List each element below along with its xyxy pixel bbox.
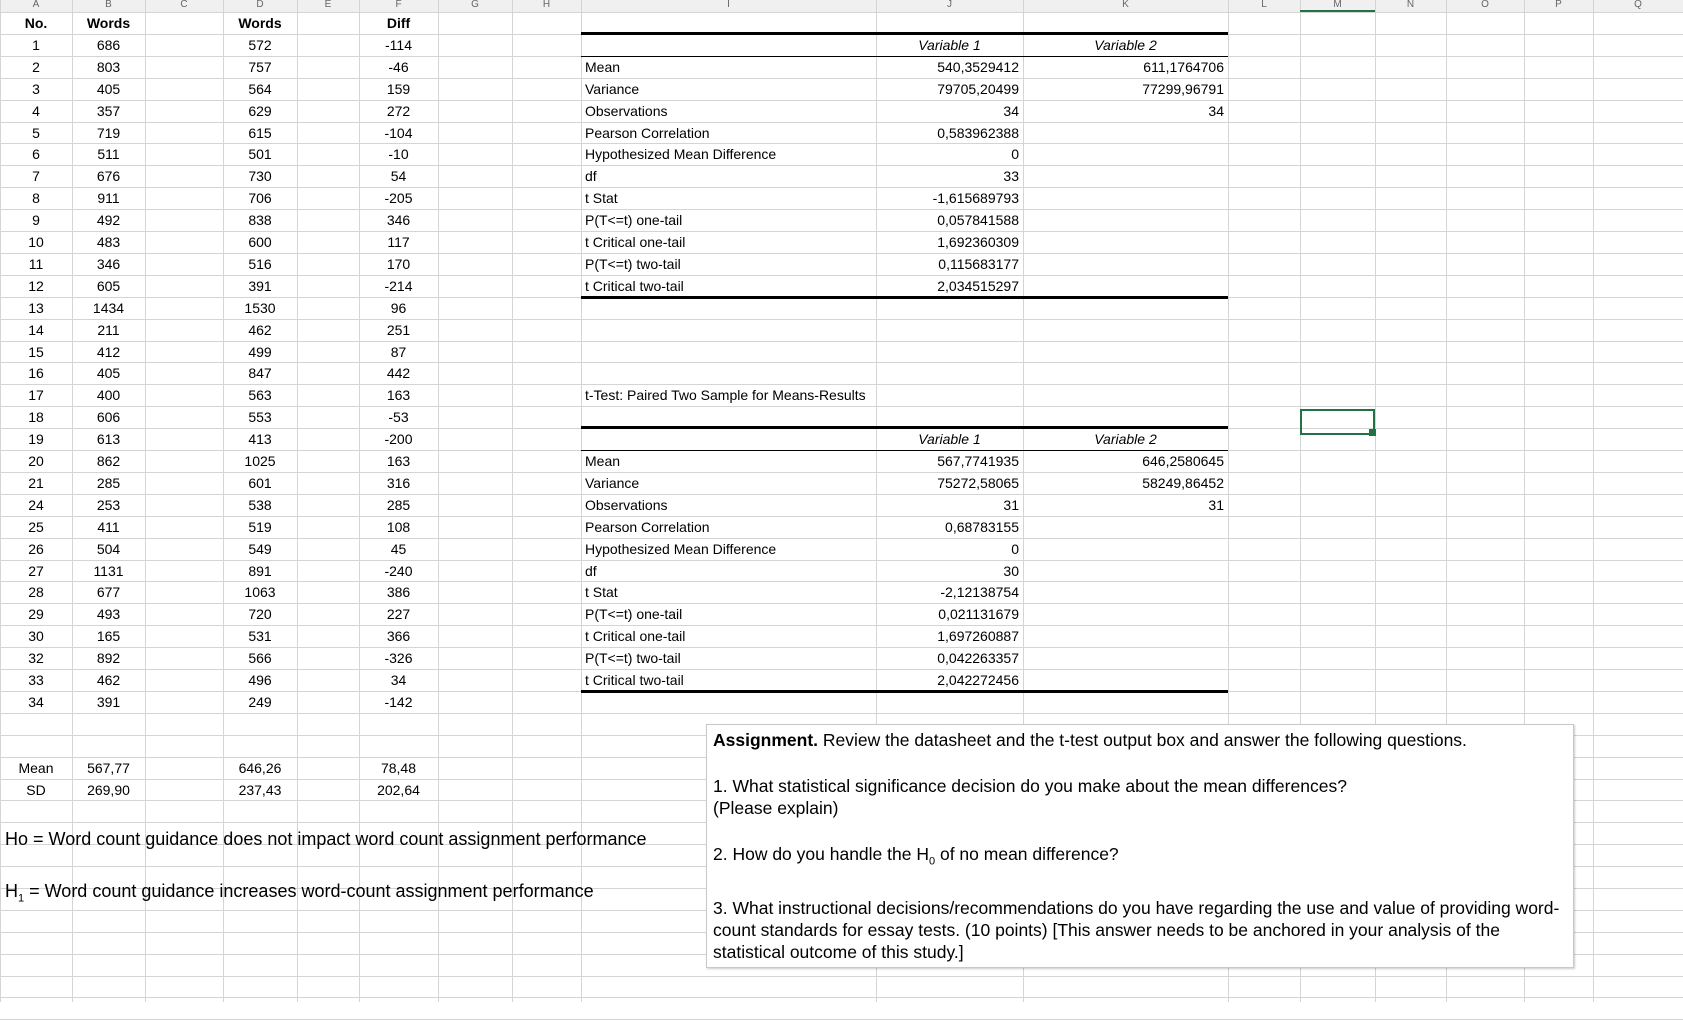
- question-1b: (Please explain): [713, 798, 839, 818]
- words-1-value: 357: [96, 103, 121, 119]
- row-number: 30: [28, 628, 44, 644]
- words-2-value: 1025: [244, 453, 276, 469]
- words-2-value: 462: [248, 322, 272, 338]
- row-number: 3: [32, 81, 40, 97]
- ttest2-stat-label: df: [585, 563, 597, 579]
- row-number: 19: [28, 431, 44, 447]
- column-header-Q[interactable]: Q: [1593, 0, 1683, 12]
- ttest1-var2-value: 77299,96791: [1142, 81, 1224, 97]
- ttest2-var2-value: [1023, 561, 1224, 581]
- row-number: 8: [32, 190, 40, 206]
- words-2-value: 757: [248, 59, 272, 75]
- words-1-value: 253: [96, 497, 121, 513]
- words-1-value: 676: [96, 168, 121, 184]
- ttest2-stat-label: Variance: [585, 475, 640, 491]
- words-1-value: 483: [96, 234, 121, 250]
- diff-value: -214: [384, 278, 413, 294]
- diff-value: -142: [384, 694, 413, 710]
- words-1-value: 405: [96, 365, 121, 381]
- ttest1-var1-value: 33: [1003, 168, 1019, 184]
- row-number: 9: [32, 212, 40, 228]
- ttest2-bottom-border: [581, 690, 1228, 693]
- ttest2-var1-value: 75272,58065: [937, 475, 1019, 491]
- ttest2-var1-value: 2,042272456: [937, 672, 1019, 688]
- words-1-value: 411: [97, 519, 120, 535]
- ttest2-stat-label: t Stat: [585, 584, 618, 600]
- ttest2-var1-value: -2,12138754: [940, 584, 1019, 600]
- row-number: 20: [28, 453, 44, 469]
- ttest2-var2-value: 58249,86452: [1142, 475, 1224, 491]
- gridline-vertical: [145, 0, 146, 1002]
- row-number: 1: [32, 37, 40, 53]
- question-2-post: of no mean difference?: [935, 844, 1119, 864]
- words-2-value: 629: [248, 103, 272, 119]
- row-number: 32: [28, 650, 44, 666]
- diff-value: -10: [388, 146, 409, 162]
- column-header-B[interactable]: B: [72, 0, 145, 12]
- words-2-value: 706: [248, 190, 272, 206]
- words-2-value: 1530: [244, 300, 276, 316]
- words-2-value: 391: [248, 278, 272, 294]
- question-3: 3. What instructional decisions/recommendations do you have regarding the use and value of providing word-count standards for essay tests. (10 points) [This answer needs to be anchored in your analysis of the statistical outcome of this study.]: [713, 897, 1560, 962]
- column-header-D[interactable]: D: [223, 0, 297, 12]
- summary-words-1: 567,77: [87, 760, 130, 776]
- ttest2-var1-header: Variable 1: [918, 431, 981, 447]
- summary-words-2: 237,43: [238, 782, 282, 798]
- diff-value: 87: [390, 344, 407, 360]
- diff-value: 285: [386, 497, 411, 513]
- ttest2-var1-value: 30: [1003, 563, 1019, 579]
- ttest2-var2-value: [1023, 626, 1224, 646]
- ttest1-var1-value: 1,692360309: [937, 234, 1019, 250]
- gridline-horizontal: [0, 976, 1683, 977]
- words-2-value: 538: [248, 497, 272, 513]
- words-2-value: 600: [248, 234, 272, 250]
- words-2-value: 891: [248, 563, 272, 579]
- column-header-H[interactable]: H: [512, 0, 581, 12]
- ttest1-stat-label: Variance: [585, 81, 640, 97]
- diff-value: 366: [386, 628, 411, 644]
- header-words-1: Words: [86, 15, 131, 31]
- ttest1-var1-header: Variable 1: [918, 37, 981, 53]
- diff-value: 316: [386, 475, 411, 491]
- words-1-value: 391: [96, 694, 121, 710]
- column-header-L[interactable]: L: [1228, 0, 1300, 12]
- words-2-value: 516: [248, 256, 272, 272]
- ttest2-var2-value: 646,2580645: [1142, 453, 1224, 469]
- words-1-value: 1434: [92, 300, 125, 316]
- ttest2-var2-header: Variable 2: [1094, 431, 1157, 447]
- ttest1-var2-value: [1023, 232, 1224, 252]
- diff-value: 170: [386, 256, 411, 272]
- words-2-value: 1063: [244, 584, 276, 600]
- h1-hypothesis: [5, 881, 594, 905]
- words-1-value: 719: [96, 125, 121, 141]
- row-number: 18: [28, 409, 44, 425]
- words-1-value: 492: [96, 212, 121, 228]
- ttest2-var2-value: [1023, 517, 1224, 537]
- words-1-value: 405: [96, 81, 121, 97]
- words-1-value: 677: [96, 584, 121, 600]
- ttest1-var2-value: [1023, 210, 1224, 230]
- diff-value: 45: [390, 541, 407, 557]
- ttest2-stat-label: Mean: [585, 453, 621, 469]
- column-header-P[interactable]: P: [1524, 0, 1593, 12]
- diff-value: 163: [386, 453, 411, 469]
- words-2-value: 566: [248, 650, 272, 666]
- fill-handle[interactable]: [1369, 429, 1376, 436]
- ttest1-var2-value: [1023, 123, 1224, 143]
- row-number: 28: [28, 584, 44, 600]
- diff-value: 117: [387, 234, 410, 250]
- h1-subscript: 1: [18, 892, 25, 905]
- words-2-value: 553: [248, 409, 272, 425]
- ttest1-var1-value: 79705,20499: [937, 81, 1019, 97]
- words-2-value: 563: [248, 387, 272, 403]
- ttest1-var1-value: 0,583962388: [937, 125, 1019, 141]
- ttest1-var2-value: [1023, 276, 1224, 296]
- ttest2-stat-label: Hypothesized Mean Difference: [585, 541, 777, 557]
- words-2-value: 499: [248, 344, 272, 360]
- words-2-value: 838: [248, 212, 272, 228]
- ttest2-var1-value: 1,697260887: [937, 628, 1019, 644]
- row-number: 10: [28, 234, 44, 250]
- ttest2-stat-label: t Critical two-tail: [585, 672, 684, 688]
- ttest2-var1-value: 0,042263357: [937, 650, 1019, 666]
- diff-value: -104: [384, 125, 413, 141]
- row-number: 11: [28, 256, 44, 272]
- diff-value: -53: [388, 409, 409, 425]
- ttest2-var1-value: 31: [1003, 497, 1019, 513]
- ttest1-stat-label: Mean: [585, 59, 621, 75]
- diff-value: -200: [384, 431, 413, 447]
- column-header-G[interactable]: G: [438, 0, 512, 12]
- words-2-value: 601: [248, 475, 272, 491]
- words-1-value: 911: [97, 190, 120, 206]
- words-2-value: 496: [248, 672, 272, 688]
- row-number: 16: [28, 365, 44, 381]
- row-number: 2: [32, 59, 40, 75]
- row-number: 12: [28, 278, 44, 294]
- column-header-N[interactable]: N: [1375, 0, 1446, 12]
- words-1-value: 613: [96, 431, 121, 447]
- ttest2-stat-label: Observations: [585, 497, 668, 513]
- words-1-value: 285: [96, 475, 121, 491]
- words-1-value: 605: [96, 278, 121, 294]
- words-2-value: 720: [248, 606, 272, 622]
- selected-cell[interactable]: [1300, 409, 1375, 435]
- diff-value: 227: [386, 606, 411, 622]
- row-number: 15: [28, 344, 44, 360]
- words-1-value: 511: [97, 146, 120, 162]
- summary-words-1: 269,90: [87, 782, 130, 798]
- row-number: 5: [32, 125, 40, 141]
- row-number: 34: [28, 694, 44, 710]
- words-2-value: 564: [248, 81, 272, 97]
- ttest1-var1-value: 34: [1003, 103, 1019, 119]
- row-number: 24: [28, 497, 44, 513]
- ttest1-var1-value: 0: [1011, 146, 1019, 162]
- ttest1-stat-label: t Critical two-tail: [585, 278, 684, 294]
- words-2-value: 615: [248, 125, 272, 141]
- ttest1-var2-value: [1023, 166, 1224, 186]
- diff-value: 272: [386, 103, 411, 119]
- question-2-sub: 0: [928, 855, 936, 868]
- ttest1-stat-label: P(T<=t) two-tail: [585, 256, 681, 272]
- gridline-vertical: [1593, 0, 1594, 1002]
- ttest2-stat-label: P(T<=t) two-tail: [585, 650, 681, 666]
- row-number: 6: [32, 146, 40, 162]
- ttest1-stat-label: Observations: [585, 103, 668, 119]
- words-2-value: 531: [248, 628, 272, 644]
- ttest2-var2-value: [1023, 648, 1224, 668]
- words-1-value: 346: [96, 256, 121, 272]
- column-header-K[interactable]: K: [1023, 0, 1228, 12]
- question-1: 1. What statistical significance decision do you make about the mean differences?: [713, 776, 1347, 796]
- assignment-intro: [713, 729, 1567, 751]
- column-header-A[interactable]: A: [0, 0, 72, 12]
- words-1-value: 862: [96, 453, 121, 469]
- summary-label: Mean: [18, 760, 54, 776]
- row-number: 17: [28, 387, 44, 403]
- words-1-value: 606: [96, 409, 121, 425]
- words-2-value: 413: [248, 431, 272, 447]
- summary-diff: 78,48: [380, 760, 417, 776]
- summary-label: SD: [26, 782, 46, 798]
- h1-symbol: H: [5, 881, 18, 901]
- row-number: 21: [28, 475, 44, 491]
- ttest2-var1-value: 0: [1011, 541, 1019, 557]
- words-1-value: 1131: [93, 563, 124, 579]
- diff-value: -326: [384, 650, 413, 666]
- ttest1-stat-label: t Stat: [585, 190, 618, 206]
- ttest2-var2-value: [1023, 539, 1224, 559]
- ttest1-var2-value: [1023, 254, 1224, 274]
- ttest1-stat-label: t Critical one-tail: [585, 234, 686, 250]
- assignment-box: [706, 724, 1574, 968]
- words-2-value: 730: [248, 168, 272, 184]
- gridline-horizontal: [0, 997, 1683, 998]
- ttest1-var1-value: -1,615689793: [932, 190, 1019, 206]
- diff-value: 386: [386, 584, 411, 600]
- row-number: 29: [28, 606, 44, 622]
- gridline-vertical: [438, 0, 439, 1002]
- row-number: 7: [32, 168, 40, 184]
- diff-value: 346: [386, 212, 411, 228]
- row-number: 26: [28, 541, 44, 557]
- column-header-M[interactable]: M: [1300, 0, 1375, 12]
- diff-value: -114: [385, 37, 412, 53]
- words-1-value: 412: [96, 344, 121, 360]
- ttest1-var2-value: [1023, 144, 1224, 164]
- words-1-value: 892: [96, 650, 121, 666]
- assignment-title: Assignment.: [713, 730, 819, 750]
- summary-diff: 202,64: [377, 782, 420, 798]
- question-2: [713, 843, 1567, 873]
- gridline-vertical: [581, 0, 582, 1002]
- ttest2-var2-value: [1023, 582, 1224, 602]
- ttest2-title: t-Test: Paired Two Sample for Means-Results: [585, 387, 866, 403]
- row-number: 4: [32, 103, 40, 119]
- diff-value: -240: [384, 563, 413, 579]
- ttest2-var1-value: 0,68783155: [945, 519, 1019, 535]
- question-2-pre: 2. How do you handle the H: [713, 844, 929, 864]
- words-2-value: 501: [248, 146, 272, 162]
- ttest2-var2-value: [1023, 604, 1224, 624]
- ttest1-var1-value: 540,3529412: [937, 59, 1019, 75]
- ttest1-var2-value: 34: [1208, 103, 1224, 119]
- column-header-E[interactable]: E: [297, 0, 359, 12]
- words-2-value: 249: [248, 694, 272, 710]
- diff-value: 163: [386, 387, 411, 403]
- words-1-value: 493: [96, 606, 121, 622]
- row-number: 25: [28, 519, 44, 535]
- ttest2-var2-value: 31: [1208, 497, 1224, 513]
- diff-value: 251: [386, 322, 411, 338]
- assignment-intro-text: Review the datasheet and the t-test output box and answer the following questions.: [818, 730, 1467, 750]
- header-diff: Diff: [386, 15, 411, 31]
- column-header-O[interactable]: O: [1446, 0, 1524, 12]
- h0-hypothesis: Ho = Word count guidance does not impact word count assignment performance: [5, 829, 647, 849]
- summary-words-2: 646,26: [238, 760, 282, 776]
- ttest2-stat-label: t Critical one-tail: [585, 628, 686, 644]
- row-number: 27: [28, 563, 44, 579]
- ttest1-stat-label: df: [585, 168, 597, 184]
- ttest1-stat-label: Pearson Correlation: [585, 125, 710, 141]
- ttest2-var2-value: [1023, 670, 1224, 690]
- column-header-I[interactable]: I: [581, 0, 876, 12]
- diff-value: 96: [390, 300, 407, 316]
- row-number: 14: [28, 322, 44, 338]
- words-1-value: 165: [96, 628, 121, 644]
- words-2-value: 572: [248, 37, 272, 53]
- ttest2-stat-label: Pearson Correlation: [585, 519, 710, 535]
- diff-value: 159: [386, 81, 411, 97]
- header-words-2: Words: [238, 15, 282, 31]
- words-1-value: 686: [96, 37, 121, 53]
- ttest1-stat-label: Hypothesized Mean Difference: [585, 146, 777, 162]
- words-1-value: 400: [96, 387, 121, 403]
- row-number: 33: [28, 672, 44, 688]
- column-header-F[interactable]: F: [359, 0, 438, 12]
- header-no: No.: [24, 15, 48, 31]
- ttest1-var2-value: 611,1764706: [1143, 59, 1224, 75]
- ttest1-var1-value: 2,034515297: [937, 278, 1019, 294]
- gridline-horizontal: [0, 713, 1683, 714]
- column-header-J[interactable]: J: [876, 0, 1023, 12]
- ttest1-var1-value: 0,115683177: [938, 256, 1019, 272]
- row-number: 13: [28, 300, 44, 316]
- ttest1-stat-label: P(T<=t) one-tail: [585, 212, 683, 228]
- words-1-value: 211: [97, 322, 120, 338]
- words-2-value: 549: [248, 541, 272, 557]
- words-1-value: 504: [96, 541, 121, 557]
- ttest1-var1-value: 0,057841588: [937, 212, 1019, 228]
- words-1-value: 803: [96, 59, 121, 75]
- diff-value: -46: [388, 59, 409, 75]
- ttest1-var2-value: [1023, 188, 1224, 208]
- diff-value: 34: [390, 672, 407, 688]
- ttest2-var1-value: 567,7741935: [937, 453, 1019, 469]
- ttest2-stat-label: P(T<=t) one-tail: [585, 606, 683, 622]
- gridline-vertical: [297, 0, 298, 1002]
- gridline-vertical: [512, 0, 513, 1002]
- ttest2-var1-value: 0,021131679: [938, 606, 1019, 622]
- words-2-value: 847: [248, 365, 272, 381]
- diff-value: 108: [386, 519, 411, 535]
- words-1-value: 462: [96, 672, 121, 688]
- selected-column-indicator: [1300, 0, 1375, 12]
- ttest1-var2-header: Variable 2: [1094, 37, 1157, 53]
- ttest1-bottom-border: [581, 296, 1228, 299]
- h1-text: = Word count guidance increases word-count assignment performance: [24, 881, 594, 901]
- words-2-value: 519: [248, 519, 272, 535]
- diff-value: 442: [386, 365, 411, 381]
- column-header-C[interactable]: C: [145, 0, 223, 12]
- diff-value: 54: [390, 168, 407, 184]
- diff-value: -205: [384, 190, 413, 206]
